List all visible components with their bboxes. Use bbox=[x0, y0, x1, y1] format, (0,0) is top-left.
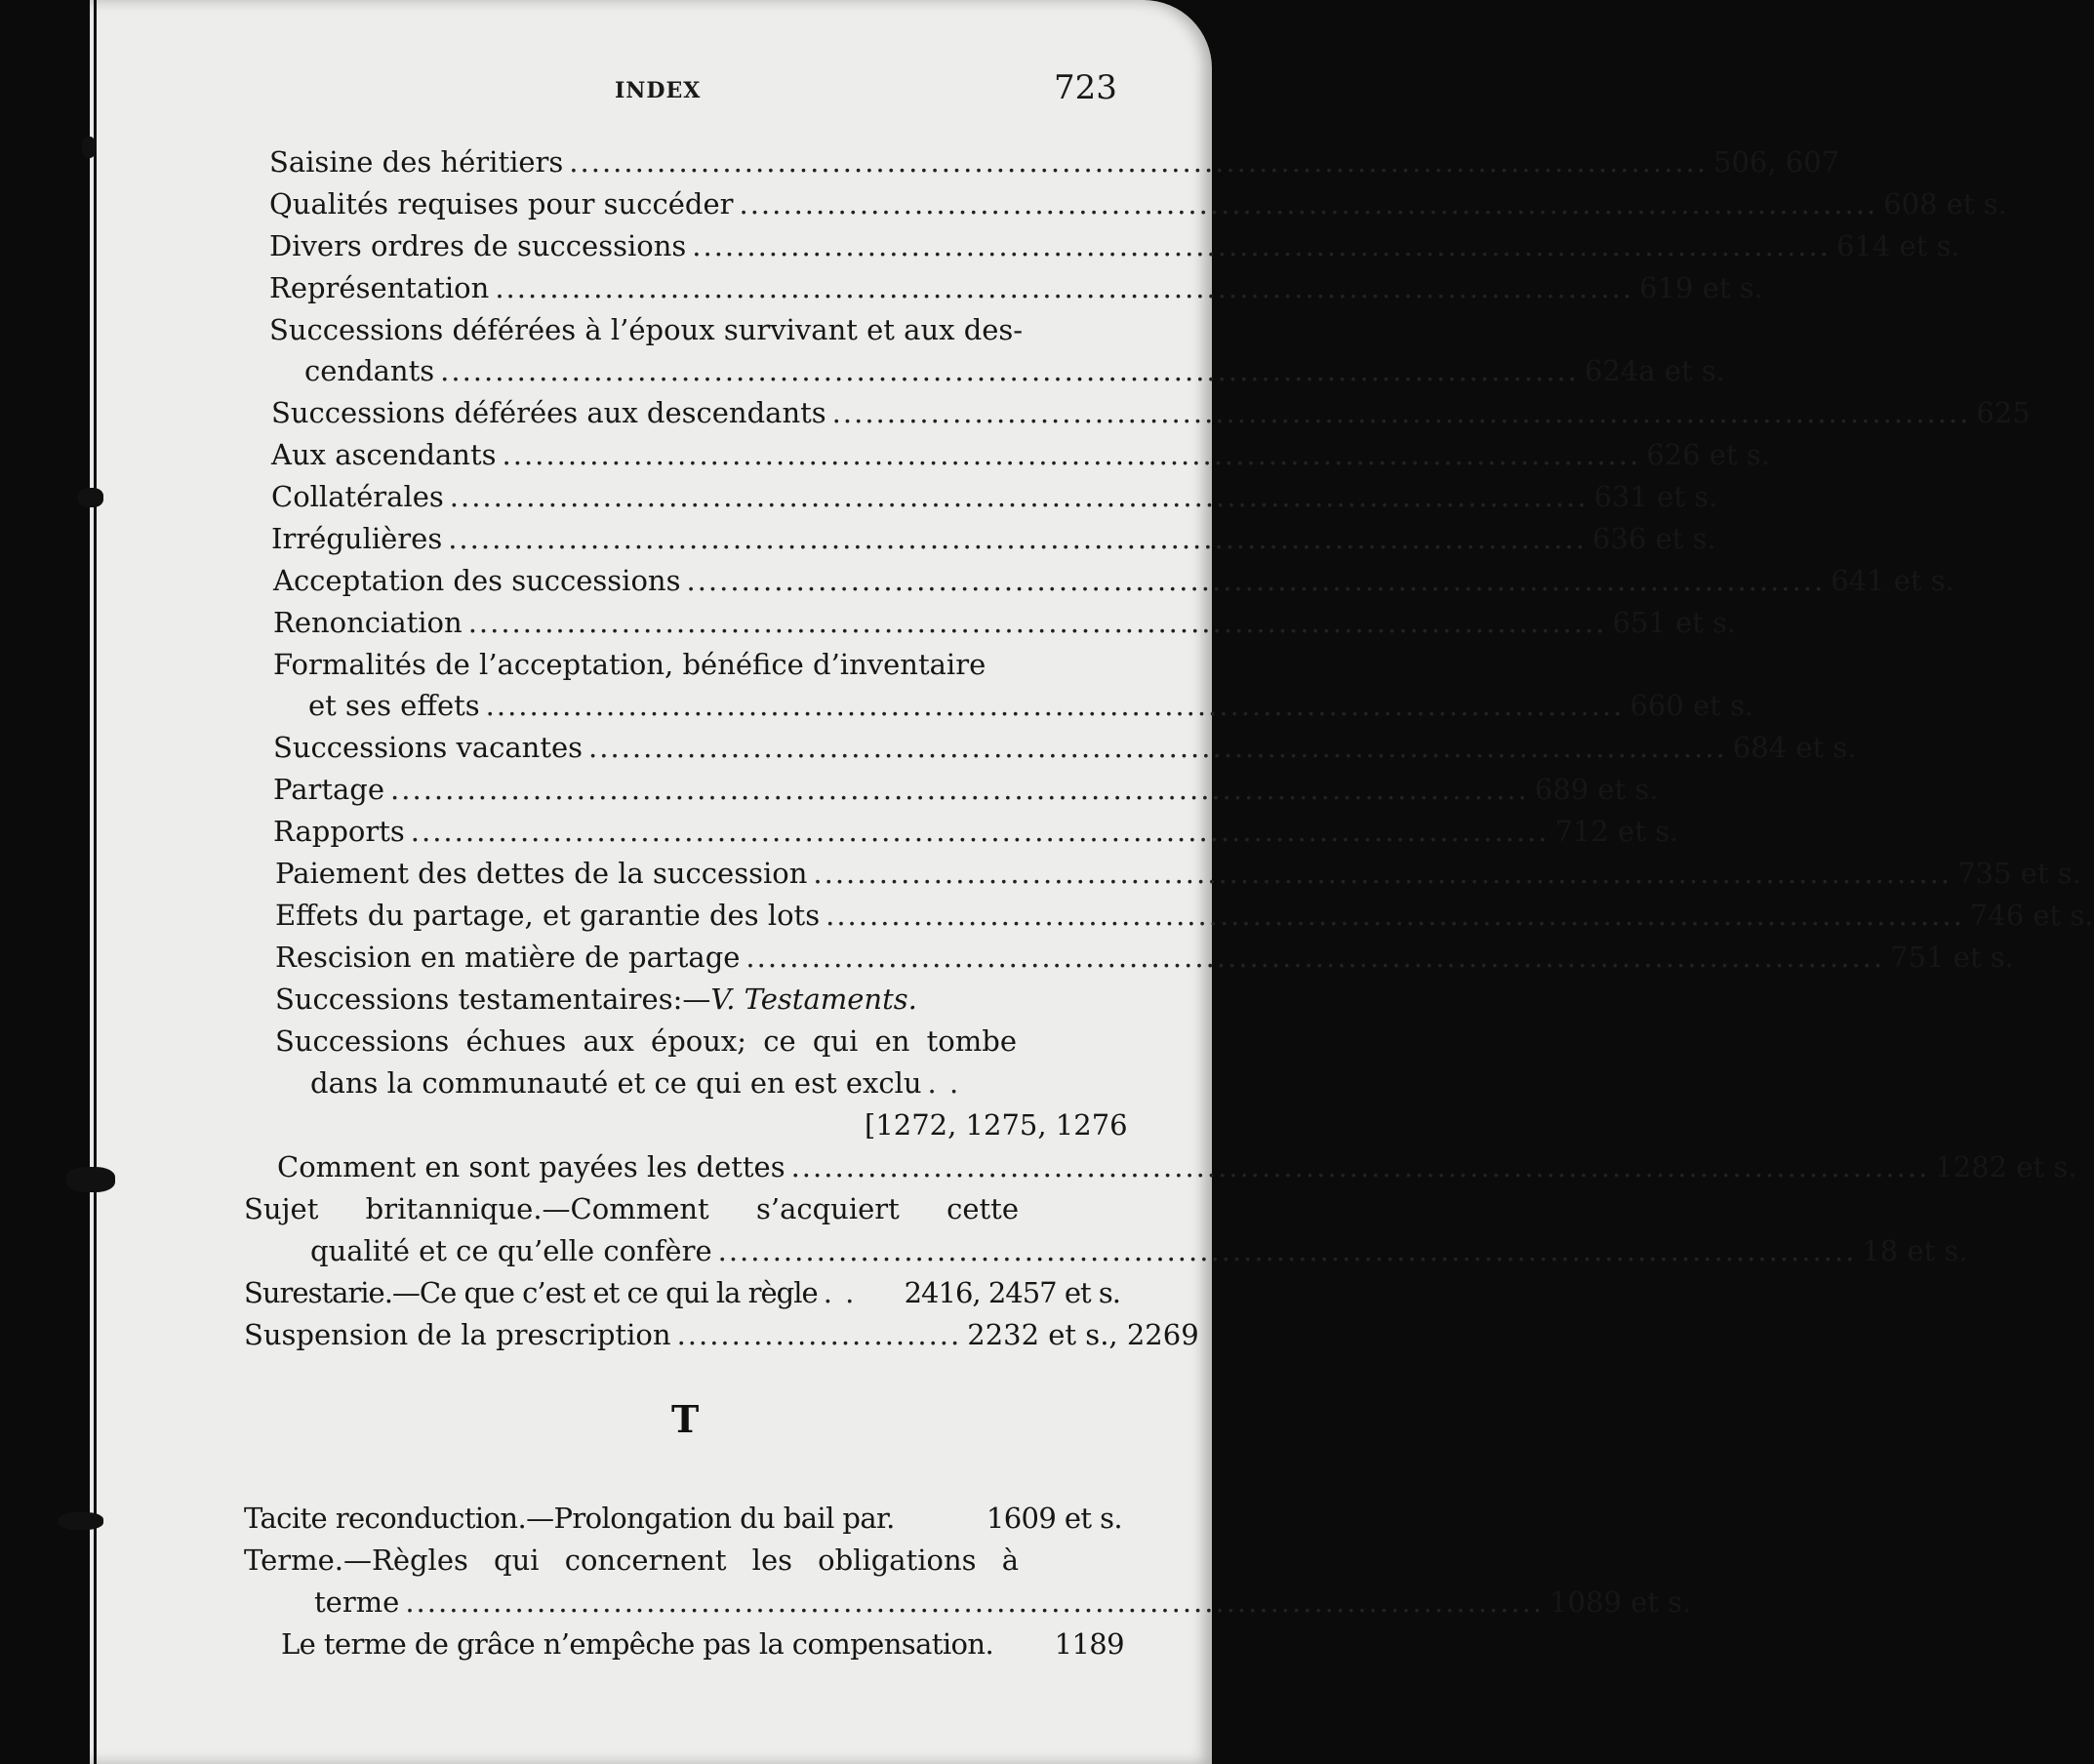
entry-label: Rapports bbox=[273, 815, 405, 848]
index-entry-line bbox=[275, 982, 917, 1017]
index-entry bbox=[310, 1065, 1013, 1101]
leader-dots: ........................................................................................................ bbox=[813, 857, 1953, 890]
entry-label: Successions vacantes bbox=[273, 731, 584, 764]
index-entry bbox=[273, 563, 1954, 598]
leader-dots: . . bbox=[823, 1276, 857, 1309]
entry-label: Successions testamentaires:— bbox=[275, 982, 711, 1016]
index-entry-line: Formalités de l’acceptation, bénéfice d’inventaire bbox=[273, 648, 987, 681]
index-entry bbox=[314, 1584, 1692, 1620]
entry-label: Divers ordres de successions bbox=[269, 229, 687, 262]
leader-dots: ........................................................................................................ bbox=[569, 145, 1708, 179]
margin-mark bbox=[78, 488, 103, 507]
leader-dots: .......................... bbox=[676, 1318, 962, 1351]
leader-dots: ........................................................................................................ bbox=[410, 815, 1550, 848]
index-entry bbox=[304, 353, 1725, 388]
entry-label: cendants bbox=[304, 354, 435, 387]
entry-label: Collatérales bbox=[271, 480, 444, 513]
entry-label: Surestarie.—Ce que c’est et ce qui la règle bbox=[244, 1276, 818, 1309]
index-entry bbox=[244, 1275, 1120, 1310]
index-entry bbox=[269, 144, 1840, 180]
entry-reference: 689 et s. bbox=[1534, 773, 1659, 806]
entry-reference: 1282 et s. bbox=[1935, 1150, 2077, 1183]
index-entry bbox=[244, 1317, 1199, 1352]
entry-label: Acceptation des successions bbox=[273, 564, 681, 597]
entry-reference: 1189 bbox=[1054, 1627, 1124, 1661]
leader-dots: ........................................................................................................ bbox=[405, 1585, 1545, 1619]
leader-dots: ........................................................................................................ bbox=[440, 354, 1579, 387]
entry-reference: 2232 et s., 2269 bbox=[967, 1318, 1199, 1351]
leader-dots: ........................................................................................................ bbox=[717, 1234, 1857, 1267]
leader-dots: . . bbox=[927, 1066, 961, 1100]
entry-reference: 619 et s. bbox=[1639, 271, 1763, 304]
entry-label: Saisine des héritiers bbox=[269, 145, 564, 179]
entry-reference: 614 et s. bbox=[1835, 229, 1960, 262]
entry-label: Qualités requises pour succéder bbox=[269, 187, 734, 220]
index-entry bbox=[271, 479, 1718, 514]
entry-reference: 2416, 2457 et s. bbox=[904, 1276, 1120, 1309]
index-entry bbox=[277, 1149, 2077, 1184]
entry-label: Successions déférées aux descendants bbox=[271, 396, 826, 429]
index-entry bbox=[273, 814, 1679, 849]
entry-reference: 625 bbox=[1976, 396, 2031, 429]
entry-reference: 506, 607 bbox=[1713, 145, 1840, 179]
leader-dots: ........................................................................................................ bbox=[495, 271, 1634, 304]
entry-label: Comment en sont payées les dettes bbox=[277, 1150, 785, 1183]
index-entry-line: Terme.—Règles qui concernent les obligations à bbox=[244, 1544, 1019, 1577]
index-entry-line: Successions échues aux époux; ce qui en tombe bbox=[275, 1024, 1017, 1058]
entry-reference: 608 et s. bbox=[1883, 187, 2007, 220]
entry-reference: 660 et s. bbox=[1630, 689, 1754, 722]
entry-reference: 684 et s. bbox=[1732, 731, 1857, 764]
running-title: INDEX bbox=[615, 78, 702, 103]
leader-dots: ........................................................................................................ bbox=[588, 731, 1727, 764]
leader-dots: ........................................................................................................ bbox=[448, 522, 1587, 555]
entry-reference: 641 et s. bbox=[1831, 564, 1954, 597]
margin-mark bbox=[82, 137, 96, 158]
entry-label: Représentation bbox=[269, 271, 490, 304]
index-entry bbox=[271, 521, 1716, 556]
index-entry bbox=[275, 856, 2081, 891]
leader-dots: ........................................................................................................ bbox=[790, 1150, 1930, 1183]
index-entry bbox=[269, 228, 1960, 263]
leader-dots: ........................................................................................................ bbox=[686, 564, 1826, 597]
index-entry bbox=[273, 772, 1659, 807]
index-entry bbox=[273, 730, 1857, 765]
leader-dots: ........................................................................................................ bbox=[745, 941, 1885, 974]
entry-reference: 735 et s. bbox=[1957, 857, 2081, 890]
leader-dots: ........................................................................................................ bbox=[826, 899, 1964, 932]
entry-reference: 712 et s. bbox=[1554, 815, 1679, 848]
cross-reference: V. Testaments. bbox=[710, 982, 917, 1016]
entry-reference: 746 et s. bbox=[1969, 899, 2094, 932]
index-entry bbox=[275, 940, 2014, 975]
entry-label: dans la communauté et ce qui en est exclu bbox=[310, 1066, 922, 1100]
leader-dots: ........................................................................................................ bbox=[831, 396, 1971, 429]
entry-reference: 1609 et s. bbox=[986, 1502, 1122, 1535]
index-entry bbox=[273, 605, 1737, 640]
entry-reference: 1089 et s. bbox=[1550, 1585, 1692, 1619]
entry-label: Le terme de grâce n’empêche pas la compensation. bbox=[281, 1627, 994, 1661]
index-entry bbox=[269, 186, 2007, 221]
entry-reference: 626 et s. bbox=[1646, 438, 1770, 471]
entry-reference: 631 et s. bbox=[1593, 480, 1718, 513]
entry-label: Effets du partage, et garantie des lots bbox=[275, 899, 821, 932]
entry-label: Rescision en matière de partage bbox=[275, 941, 741, 974]
entry-reference: 624a et s. bbox=[1584, 354, 1725, 387]
index-entry bbox=[308, 688, 1754, 723]
index-entry bbox=[269, 270, 1763, 305]
entry-reference: [1272, 1275, 1276 bbox=[865, 1108, 1128, 1142]
section-letter: T bbox=[671, 1397, 700, 1441]
entry-label: terme bbox=[314, 1585, 400, 1619]
index-entry-line: Successions déférées à l’époux survivant et aux des- bbox=[269, 313, 1024, 346]
margin-mark bbox=[59, 1512, 103, 1530]
entry-label: Irrégulières bbox=[271, 522, 443, 555]
index-entry bbox=[244, 1501, 1122, 1536]
page-number: 723 bbox=[1054, 68, 1117, 107]
index-entry bbox=[281, 1626, 1124, 1662]
leader-dots: ........................................................................................................ bbox=[739, 187, 1878, 220]
entry-reference: 651 et s. bbox=[1612, 606, 1737, 639]
leader-dots: ........................................................................................................ bbox=[467, 606, 1607, 639]
entry-label: Paiement des dettes de la succession bbox=[275, 857, 808, 890]
leader-dots: ........................................................................................................ bbox=[502, 438, 1641, 471]
entry-label: qualité et ce qu’elle confère bbox=[310, 1234, 712, 1267]
entry-label: Suspension de la prescription bbox=[244, 1318, 671, 1351]
index-entry bbox=[271, 395, 2031, 430]
entry-label: et ses effets bbox=[308, 689, 480, 722]
leader-dots: ........................................................................................................ bbox=[449, 480, 1589, 513]
entry-reference: 636 et s. bbox=[1591, 522, 1716, 555]
leader-dots: ........................................................................................................ bbox=[485, 689, 1625, 722]
index-entry bbox=[275, 898, 2094, 933]
leader-dots: ........................................................................................................ bbox=[692, 229, 1831, 262]
margin-rule bbox=[94, 0, 97, 1764]
index-entry bbox=[271, 437, 1770, 472]
entry-reference: 751 et s. bbox=[1890, 941, 2014, 974]
entry-label: Tacite reconduction.—Prolongation du bail par. bbox=[244, 1502, 895, 1535]
index-entry bbox=[310, 1233, 1968, 1268]
leader-dots: ........................................................................................................ bbox=[390, 773, 1529, 806]
index-entry-line: Sujet britannique.—Comment s’acquiert cette bbox=[244, 1192, 1019, 1225]
entry-label: Partage bbox=[273, 773, 385, 806]
margin-mark bbox=[66, 1167, 115, 1192]
entry-label: Aux ascendants bbox=[271, 438, 497, 471]
entry-reference: 18 et s. bbox=[1862, 1234, 1968, 1267]
entry-label: Renonciation bbox=[273, 606, 463, 639]
